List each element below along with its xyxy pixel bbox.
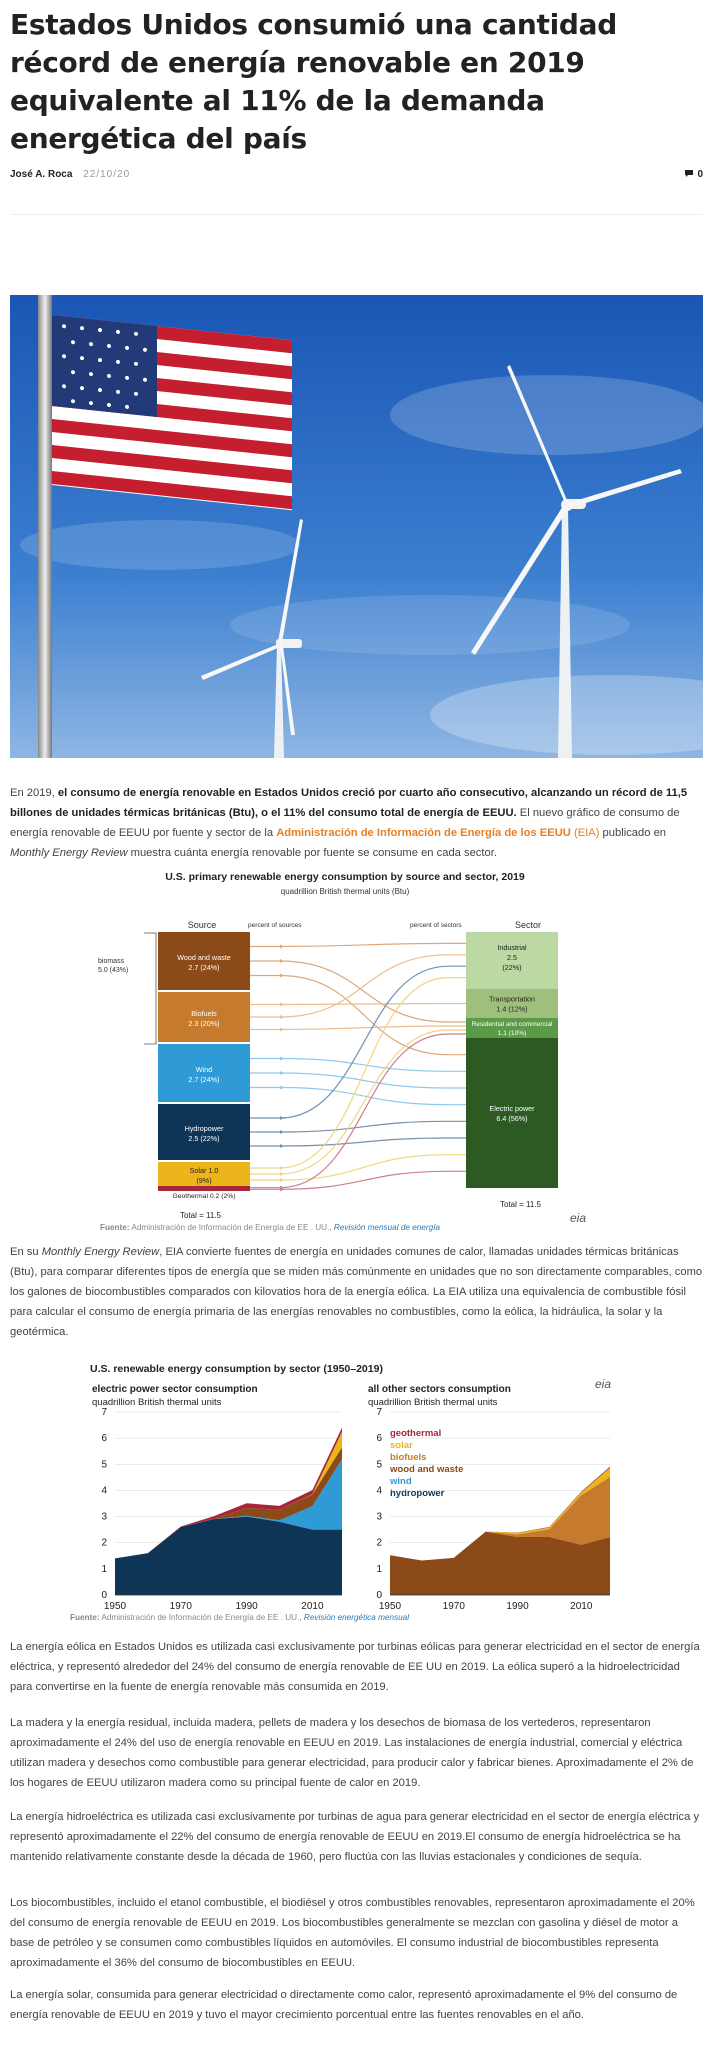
fig1-caption-text: Administración de Información de Energía de EE . UU., — [129, 1223, 334, 1232]
flow-line — [280, 1121, 448, 1132]
source-header: Source — [187, 920, 217, 930]
comment-count: 0 — [697, 169, 703, 180]
svg-text:Fuente: Administración de Info — [70, 1613, 409, 1622]
fig1-caption-link[interactable]: Revisión mensual de energía — [333, 1223, 440, 1232]
flow-arrow — [280, 1130, 284, 1134]
comments-link[interactable] — [684, 169, 703, 180]
y-tick-label: 1 — [101, 1563, 107, 1575]
flow-arrow — [280, 1144, 284, 1148]
y-tick-label: 5 — [376, 1459, 382, 1471]
source-value-1: 2.3 (20%) — [188, 1019, 220, 1028]
sankey-figure — [80, 868, 610, 1230]
flow-arrow — [280, 1015, 284, 1019]
x-tick-label: 1950 — [378, 1601, 402, 1612]
flow-arrow — [280, 959, 284, 963]
sankey-flows — [250, 943, 466, 1191]
sector-name-3: Electric power — [489, 1104, 535, 1113]
y-tick-label: 1 — [376, 1563, 382, 1575]
right-panel-title: all other sectors consumption — [368, 1384, 511, 1395]
flag — [52, 315, 292, 510]
body-paragraph-6: La energía solar, consumida para generar electricidad o directamente como calor, representó aproximadamente el 9% del consumo de energía renovable de EEUU en 2019 y tuvo el mayor crecimiento porcentual entre las fuentes renovables en el año. — [10, 1989, 678, 2021]
area-chart-figure — [70, 1360, 620, 1622]
y-tick-label: 4 — [101, 1485, 107, 1497]
flow-arrow — [280, 1028, 284, 1032]
pct-sources-label: percent of sources — [248, 922, 302, 929]
sector-value-1: 1.4 (12%) — [496, 1004, 528, 1014]
flow-line — [280, 961, 448, 1022]
source-name-3: Hydropower — [184, 1124, 224, 1133]
sector-name-1: Transportation — [488, 994, 536, 1004]
flow-line — [280, 1034, 448, 1188]
source-name-2: Wind — [195, 1065, 213, 1074]
area-panel-0 — [101, 1407, 342, 1612]
x-tick-label: 1950 — [103, 1601, 127, 1612]
sector-pct-0: (22%) — [502, 963, 522, 972]
flow-line — [280, 955, 448, 1017]
total-left: Total = 11.5 — [180, 1211, 221, 1220]
y-tick-label: 3 — [101, 1511, 107, 1523]
eia-logo-2: eia — [595, 1377, 612, 1391]
flow-arrow — [280, 1086, 284, 1090]
source-name-1: Biofuels — [191, 1009, 217, 1018]
intro-text-1: En 2019, — [10, 787, 58, 799]
hero-image — [10, 295, 703, 758]
article-title: Estados Unidos consumió una cantidad récord de energía renovable en 2019 equivalente al 11% de la demanda energética del país — [10, 8, 617, 155]
source-box-5 — [158, 1186, 250, 1191]
y-tick-label: 3 — [376, 1511, 382, 1523]
sector-box-1 — [466, 989, 558, 1018]
sector-value-0: 2.5 — [507, 953, 517, 962]
area-chart-title: U.S. renewable energy consumption by sector (1950–2019) — [90, 1363, 383, 1375]
eia-logo: eia — [570, 1211, 587, 1225]
legend-wind: wind — [390, 1476, 412, 1487]
body1-text-2: , EIA convierte fuentes de energía en unidades comunes de calor, llamadas unidades térmicas británicas (Btu), para comparar diferentes tipos de energía que se miden más comúnmente en unidades que no son directamente comparables, como los galones de biocombustibles comparados con kilovatios hora de la energía eólica. La EIA utiliza una equivalencia de combustible fósil para calcular el consumo de energía primaria de las energías renovables no combustibles, como la eólica, la hidráulica, la solar y la geotérmica. — [10, 1246, 703, 1338]
legend-wood-and-waste: wood and waste — [390, 1464, 464, 1475]
y-tick-label: 7 — [376, 1407, 382, 1418]
fig2-caption-label: Fuente: — [70, 1613, 100, 1622]
y-tick-label: 0 — [101, 1590, 107, 1601]
y-tick-label: 2 — [376, 1537, 382, 1549]
flow-arrow — [280, 1116, 284, 1120]
x-tick-label: 1970 — [442, 1601, 465, 1612]
divider — [10, 214, 703, 215]
author-link[interactable]: José A. Roca — [10, 169, 73, 180]
intro-text-3: publicado en — [599, 827, 667, 839]
intro-bold: el consumo de energía renovable en Estados Unidos creció por cuarto año consecutivo, alcanzando un récord de 11,5 billones de unidades térmicas británicas (Btu), o el 11% del consumo total de energía de EEUU. — [10, 787, 688, 819]
y-tick-label: 6 — [376, 1433, 382, 1445]
y-tick-label: 6 — [101, 1433, 107, 1445]
eia-abbr-link[interactable]: (EIA) — [573, 827, 600, 839]
sector-name-2: Residential and commercial — [471, 1021, 553, 1028]
biomass-label: biomass — [98, 958, 125, 965]
intro-text-2: El nuevo gráfico de consumo de energía renovable de EEUU por fuente y sector de la — [10, 807, 680, 839]
article-meta — [10, 169, 703, 187]
right-panel-unit: quadrillion British thermal units — [368, 1397, 498, 1408]
flow-line — [280, 1073, 448, 1088]
sector-box-3 — [466, 1038, 558, 1188]
legend-solar: solar — [390, 1440, 413, 1451]
sector-value-2: 1.1 (10%) — [497, 1030, 527, 1037]
body-paragraph-4: La energía hidroeléctrica es utilizada casi exclusivamente por turbinas de agua para generar electricidad en el sector de energía eléctrica y representó aproximadamente el 22% del consumo de energía renovable de EEUU en 2019.El consumo de energía hidroeléctrica se ha mantenido relativamente constante desde la década de 1960, pero fluctúa con las lluvias estacionales y condiciones de sequía. — [10, 1811, 700, 1863]
left-panel-unit: quadrillion British thermal units — [92, 1397, 222, 1408]
flow-line — [280, 978, 448, 1168]
fig2-caption-text: Administración de Información de Energía de EE . UU., — [99, 1613, 304, 1622]
left-panel-title: electric power sector consumption — [92, 1384, 258, 1395]
source-value-0: 2.7 (24%) — [188, 963, 220, 972]
sankey-subtitle: quadrillion British thermal units (Btu) — [280, 887, 410, 896]
flow-arrow — [280, 1071, 284, 1075]
intro-text-4: muestra cuánta energía renovable por fuente se consume en cada sector. — [127, 847, 497, 859]
legend-geothermal: geothermal — [390, 1428, 442, 1439]
sector-value-3: 6.4 (56%) — [496, 1114, 528, 1123]
source-value-3: 2.5 (22%) — [188, 1134, 220, 1143]
total-right: Total = 11.5 — [500, 1200, 541, 1209]
x-tick-label: 1990 — [235, 1601, 258, 1612]
legend-hydropower: hydropower — [390, 1488, 445, 1499]
body-paragraph-3: La madera y la energía residual, incluida madera, pellets de madera y los desechos de biomasa de los vertederos, representaron aproximadamente el 24% del uso de energía renovable en EEUU en 2019. Las instalaciones de energía industrial, comercial y eléctrica utilizan madera y desechos como combustible para generar electricidad, para producir calor y fabricar bienes. Aproximadamente el 2% de los hogares de EEUU utilizaron madera como su principal fuente de calor en 2019. — [10, 1717, 694, 1789]
pct-sectors-label: percent of sectors — [410, 922, 462, 929]
y-tick-label: 7 — [101, 1407, 107, 1418]
flow-line — [280, 1171, 448, 1189]
sankey-title: U.S. primary renewable energy consumption by source and sector, 2019 — [165, 871, 525, 883]
flow-arrow — [280, 945, 284, 949]
sector-header: Sector — [514, 920, 542, 930]
y-tick-label: 2 — [101, 1537, 107, 1549]
fig2-caption-link[interactable]: Revisión energética mensual — [303, 1613, 410, 1622]
legend-biofuels: biofuels — [390, 1452, 427, 1463]
sector-name-0: Industrial — [497, 943, 527, 952]
x-tick-label: 1990 — [506, 1601, 529, 1612]
x-tick-label: 2010 — [570, 1601, 593, 1612]
source-label-5: Geothermal 0.2 (2%) — [172, 1193, 236, 1200]
body1-italic: Monthly Energy Review — [41, 1246, 160, 1258]
flow-line — [280, 1138, 448, 1146]
flow-line — [280, 943, 448, 946]
flow-arrow — [280, 1003, 284, 1007]
intro-paragraph — [10, 783, 703, 863]
x-tick-label: 1970 — [169, 1601, 192, 1612]
flow-line — [280, 1155, 448, 1180]
y-tick-label: 4 — [376, 1485, 382, 1497]
y-tick-label: 0 — [376, 1590, 382, 1601]
flow-line — [280, 1059, 448, 1072]
body-paragraph-5: Los biocombustibles, incluido el etanol combustible, el biodiésel y otros combustibles renovables, representaron aproximadamente el 20% del consumo de energía renovable de EEUU en 2019. Los biocombustibles generalmente se mezclan con gasolina y diésel de motor a base de petróleo y se consumen como combustibles líquidos en automóviles. El consumo industrial de biocombustibles representa aproximadamente el 36% del consumo de biocombustibles en EEUU. — [10, 1897, 695, 1969]
body-paragraph-2: La energía eólica en Estados Unidos es utilizada casi exclusivamente por turbinas eólicas para generar electricidad en el sector de energía eléctrica, y representó alrededor del 24% del consumo de energía renovable de EE UU en 2019. La eólica superó a la hidroelectricidad para convertirse en la fuente de energía renovable más consumida en 2019. — [10, 1641, 700, 1693]
flow-arrow — [280, 974, 284, 978]
body1-text-1: En su — [10, 1246, 42, 1258]
biomass-value: 5.0 (43%) — [98, 967, 129, 974]
flow-arrow — [280, 1166, 284, 1170]
flow-arrow — [280, 1178, 284, 1182]
flow-arrow — [280, 1172, 284, 1176]
flow-line — [280, 1004, 448, 1005]
publish-date: 22/10/20 — [83, 169, 131, 180]
source-name-4: Solar 1.0 — [189, 1166, 219, 1175]
flow-line — [280, 1026, 448, 1030]
fig1-caption-label: Fuente: — [100, 1223, 130, 1232]
svg-text:Fuente: Administración de Info — [100, 1223, 440, 1232]
eia-link[interactable]: Administración de Información de Energía de los EEUU — [276, 827, 571, 839]
y-tick-label: 5 — [101, 1459, 107, 1471]
flow-arrow — [280, 1057, 284, 1061]
body-paragraph-1 — [10, 1242, 703, 1342]
source-value-4: (9%) — [196, 1176, 212, 1185]
source-name-0: Wood and waste — [177, 953, 231, 962]
flow-line — [280, 966, 448, 1118]
intro-italic: Monthly Energy Review — [10, 847, 128, 859]
source-value-2: 2.7 (24%) — [188, 1075, 220, 1084]
comment-icon — [684, 169, 694, 178]
x-tick-label: 2010 — [301, 1601, 324, 1612]
